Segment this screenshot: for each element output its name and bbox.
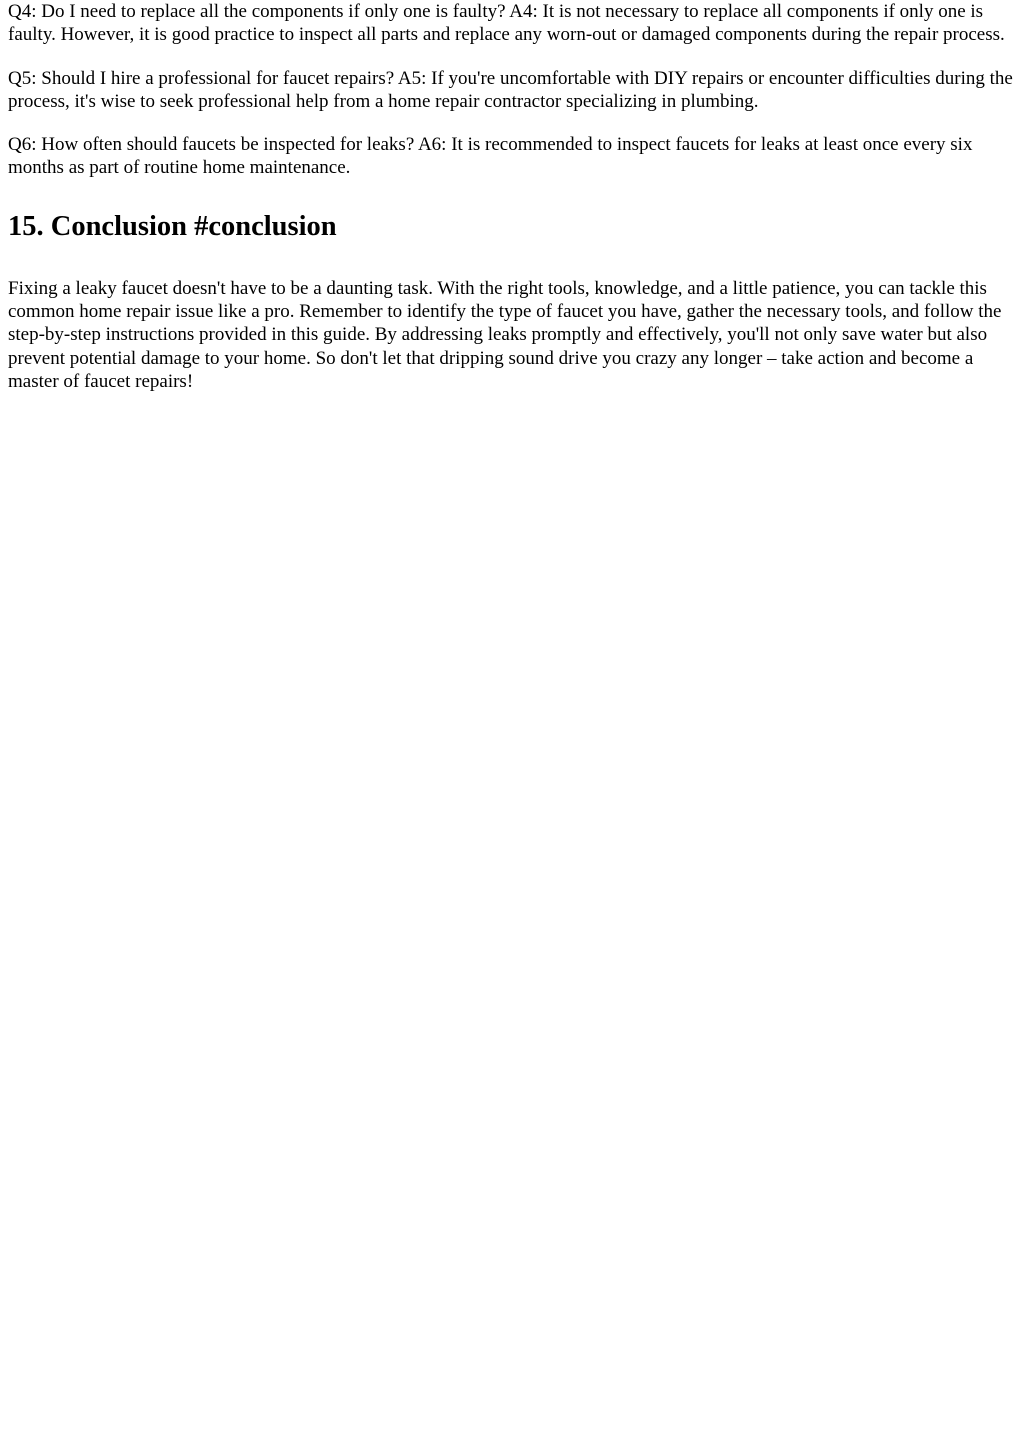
faq-q4-paragraph: Q4: Do I need to replace all the components if only one is faulty? A4: It is not necessary to replace all components if only one is faulty. However, it is good practice to inspect all parts and replace any worn-out or damaged components during the repair process. xyxy=(8,1,1005,46)
faq-q5-paragraph: Q5: Should I hire a professional for faucet repairs? A5: If you're uncomfortable with DIY repairs or encounter difficulties during the process, it's wise to seek professional help from a home repair contractor specializing in plumbing. xyxy=(8,67,1013,112)
faq-q6-paragraph: Q6: How often should faucets be inspected for leaks? A6: It is recommended to inspect faucets for leaks at least once every six months as part of routine home maintenance. xyxy=(8,134,973,179)
conclusion-paragraph: Fixing a leaky faucet doesn't have to be a daunting task. With the right tools, knowledge, and a little patience, you can tackle this common home repair issue like a pro. Remember to identify the type of faucet you have, gather the necessary tools, and follow the step-by-step instructions provided in this guide. By addressing leaks promptly and effectively, you'll not only save water but also prevent potential damage to your home. So don't let that dripping sound drive you crazy any longer – take action and become a master of faucet repairs! xyxy=(8,277,1002,392)
conclusion-heading: 15. Conclusion #conclusion xyxy=(8,210,337,242)
document-page xyxy=(8,0,1016,393)
